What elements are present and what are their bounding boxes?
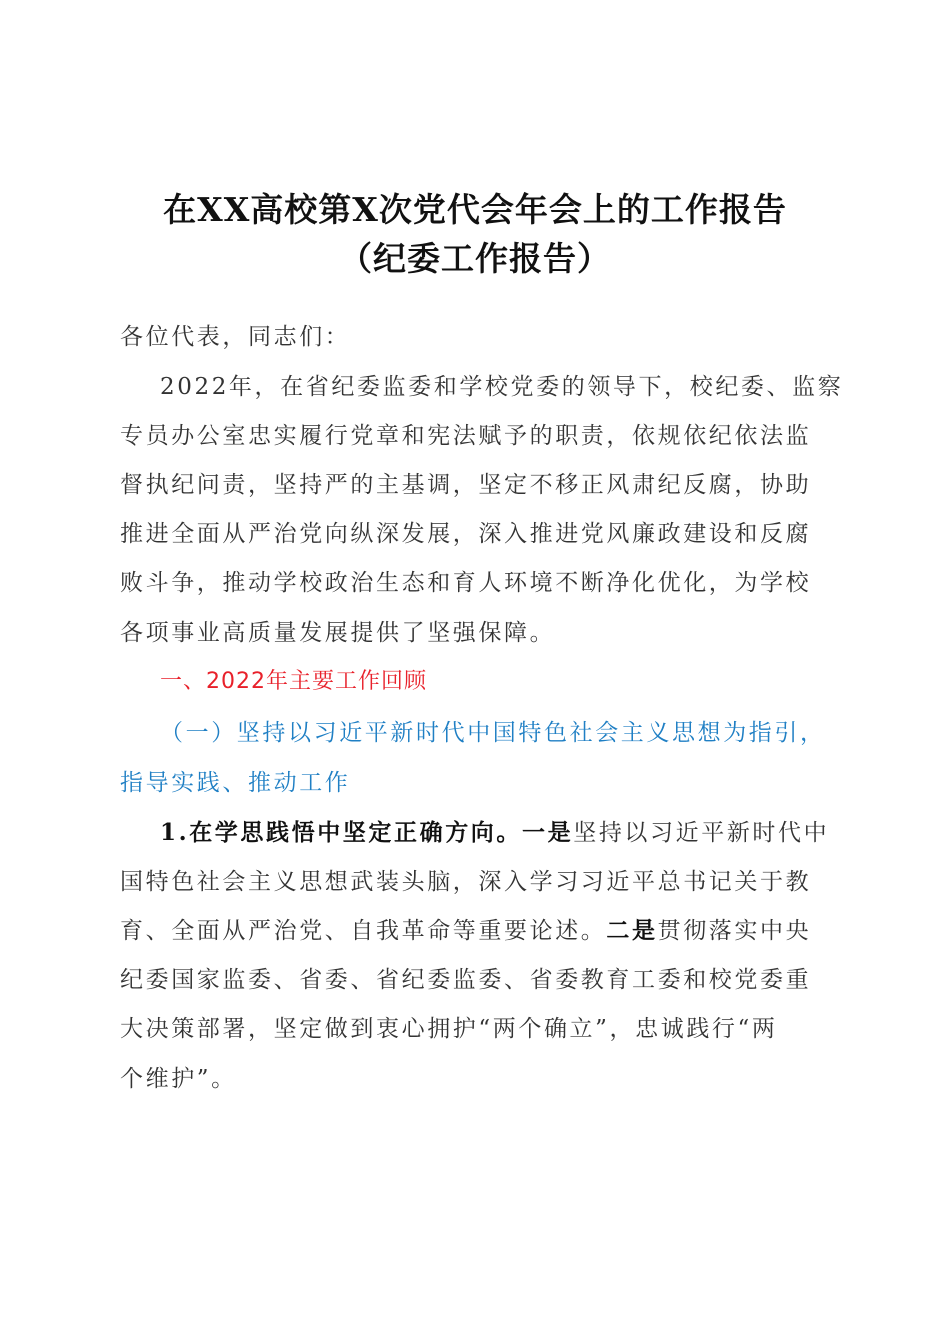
item-title: 1.在学思践悟中坚定正确方向。 xyxy=(160,819,523,846)
item-text: 贯彻落实中央 xyxy=(657,918,812,944)
item-line: 纪委国家监委、省委、省纪委监委、省委教育工委和校党委重 xyxy=(120,967,812,993)
paragraph-line: 推进全面从严治党向纵深发展，深入推进党风廉政建设和反腐 xyxy=(120,521,812,547)
subsection-heading: （一）坚持以习近平新时代中国特色社会主义思想为指引， xyxy=(160,720,826,746)
paragraph-line: 2022年，在省纪委监委和学校党委的领导下，校纪委、监察 xyxy=(160,374,844,400)
item-line xyxy=(120,912,811,945)
paragraph-line: 督执纪问责，坚持严的主基调，坚定不移正风肃纪反腐，协助 xyxy=(120,472,812,498)
item-line xyxy=(160,814,829,847)
item-text: 坚持以习近平新时代中 xyxy=(573,820,830,846)
document-title: 在XX高校第X次党代会年会上的工作报告 xyxy=(163,190,787,229)
paragraph-line: 专员办公室忠实履行党章和宪法赋予的职责，依规依纪依法监 xyxy=(120,423,812,449)
subsection-heading-continued: 指导实践、推动工作 xyxy=(120,770,351,796)
document-subtitle: （纪委工作报告） xyxy=(339,239,611,278)
salutation: 各位代表，同志们： xyxy=(120,324,351,350)
item-lead: 二是 xyxy=(606,917,658,944)
section-heading: 一、2022年主要工作回顾 xyxy=(160,669,427,694)
paragraph-line: 各项事业高质量发展提供了坚强保障。 xyxy=(120,620,556,646)
paragraph-line: 败斗争，推动学校政治生态和育人环境不断净化优化，为学校 xyxy=(120,570,812,596)
item-line: 大决策部署，坚定做到衷心拥护“两个确立”，忠诚践行“两 xyxy=(120,1016,778,1042)
item-line: 个维护”。 xyxy=(120,1066,237,1092)
item-lead: 一是 xyxy=(522,819,574,846)
item-line: 国特色社会主义思想武装头脑，深入学习习近平总书记关于教 xyxy=(120,869,812,895)
item-text: 育、全面从严治党、自我革命等重要论述。 xyxy=(120,918,607,944)
